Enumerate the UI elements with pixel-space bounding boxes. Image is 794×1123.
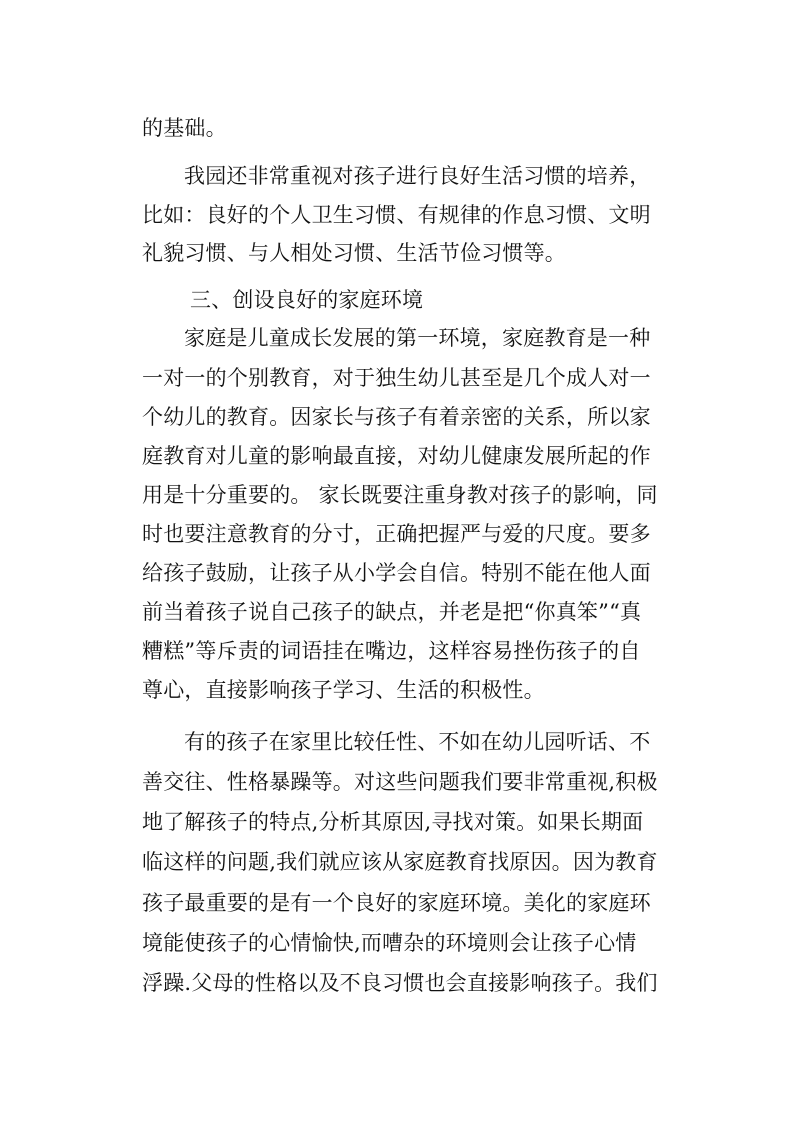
paragraph-line: 境能使孩子的心情愉快,而嘈杂的环境则会让孩子心情 — [142, 931, 637, 955]
paragraph-line: 有的孩子在家里比较任性、不如在幼儿园听话、不 — [184, 730, 651, 754]
paragraph-line: 一对一的个别教育，对于独生幼儿甚至是几个成人对一 — [142, 366, 651, 390]
paragraph-line: 临这样的问题,我们就应该从家庭教育找原因。因为教育 — [142, 850, 658, 874]
paragraph-line: 家庭是儿童成长发展的第一环境，家庭教育是一种 — [184, 326, 651, 350]
paragraph-line: 浮躁.父母的性格以及不良习惯也会直接影响孩子。我们 — [142, 971, 658, 995]
paragraph-line: 地了解孩子的特点,分析其原因,寻找对策。如果长期面 — [142, 810, 644, 834]
paragraph-line: 给孩子鼓励，让孩子从小学会自信。特别不能在他人面 — [142, 561, 651, 585]
paragraph-line: 时也要注意教育的分寸，正确把握严与爱的尺度。要多 — [142, 522, 651, 546]
paragraph-line: 前当着孩子说自己孩子的缺点，并老是把“你真笨”“真 — [142, 600, 642, 624]
paragraph-line: 庭教育对儿童的影响最直接，对幼儿健康发展所起的作 — [142, 444, 651, 468]
paragraph-line: 个幼儿的教育。因家长与孩子有着亲密的关系，所以家 — [142, 405, 651, 429]
paragraph-line: 孩子最重要的是有一个良好的家庭环境。美化的家庭环 — [142, 891, 651, 915]
paragraph-line: 礼貌习惯、与人相处习惯、生活节俭习惯等。 — [142, 241, 566, 265]
paragraph-line: 尊心，直接影响孩子学习、生活的积极性。 — [142, 678, 545, 702]
paragraph-line: 我园还非常重视对孩子进行良好生活习惯的培养， — [184, 164, 651, 188]
paragraph-line: 善交往、性格暴躁等。对这些问题我们要非常重视,积极 — [142, 770, 658, 794]
section-heading: 三、创设良好的家庭环境 — [190, 288, 424, 312]
paragraph-line: 用是十分重要的。 家长既要注重身教对孩子的影响，同 — [142, 483, 658, 507]
paragraph-line: 比如：良好的个人卫生习惯、有规律的作息习惯、文明 — [142, 203, 651, 227]
paragraph-line: 的基础。 — [142, 116, 227, 140]
paragraph-line: 糟糕”等斥责的词语挂在嘴边，这样容易挫伤孩子的自 — [142, 639, 641, 663]
